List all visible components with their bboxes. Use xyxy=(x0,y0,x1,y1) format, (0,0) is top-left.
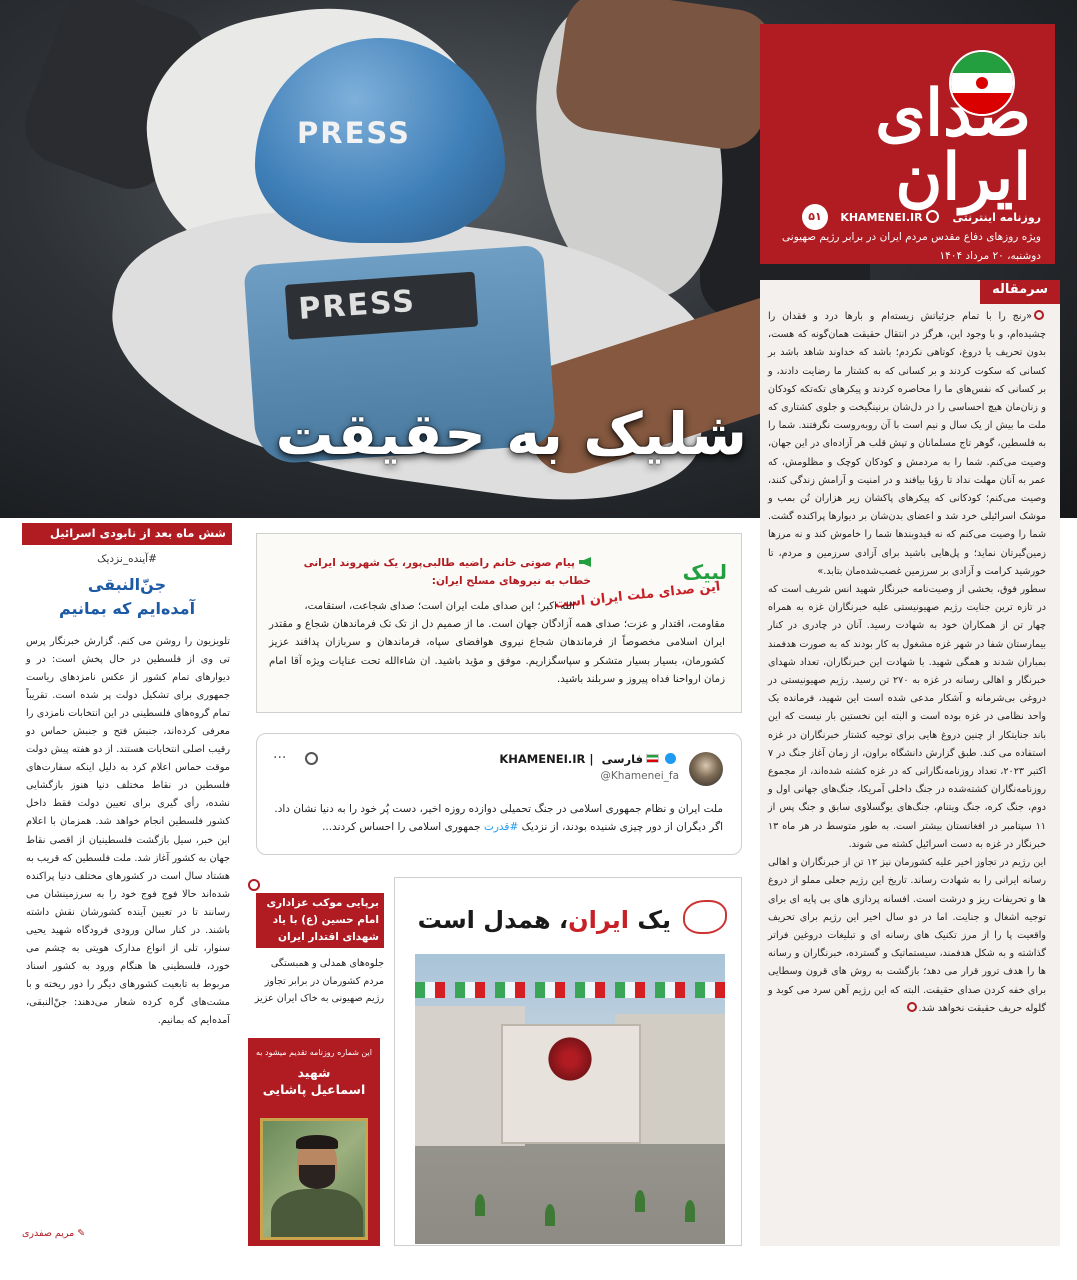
tweet-card[interactable] xyxy=(256,733,742,855)
plant-pot xyxy=(545,1204,555,1226)
poster-title: یک ایران، همدل است xyxy=(417,906,671,934)
tribute-dedication: این شماره روزنامه تقدیم میشود به xyxy=(256,1048,372,1057)
slogan-logo: لبیک این صدای ملت ایران است xyxy=(553,560,727,612)
main-headline: شلیک به حقیقت xyxy=(275,400,747,468)
quote-mark-icon xyxy=(1034,310,1044,320)
voice-message-body: الله اکبر؛ این صدای ملت ایران است؛ صدای شجاعت، استقامت، مقاومت، اقتدار و عزت؛ صدای همه آزادگان جهان است. ما از صمیم دل از تک تک فرماندهان شجاع و مقتدر ایران اسلامی مخصوصاً از فرماندهان شجاع نیروی هوافضای سپاه، فرماندهان و سربازان پدافند عزیز کشورمان، بسیار بسیار متشکر و سپاسگزاریم. موفق و مؤید باشید. ان شاءالله تحت عنایات ویژه آقا امام زمان ارواحنا فداه پیروز و سربلند باشید. xyxy=(269,601,725,685)
globe-icon xyxy=(926,210,939,223)
campaign-logo-icon xyxy=(683,900,727,934)
procession-photo xyxy=(415,954,725,1244)
procession-body: جلوه‌های همدلی و همبستگی مردم کشورمان در برابر تجاوز رژیم صهیونی به خاک ایران عزیز xyxy=(254,958,384,1004)
helmet-press-text: PRESS xyxy=(297,116,411,150)
author-byline: ✎ مریم صفدری xyxy=(22,1228,86,1239)
procession-tag: برپایی موکب عزاداری امام حسین (ع) با یاد شهدای اقتدار ایران xyxy=(256,893,384,948)
future-story-title: جنّ‌النبقی آمده‌ایم که بمانیم xyxy=(58,575,196,618)
masthead-date: دوشنبه، ۲۰ مرداد ۱۴۰۴ xyxy=(939,250,1041,262)
iran-flag-icon xyxy=(646,754,659,763)
verified-badge-icon xyxy=(665,753,676,764)
editorial-body xyxy=(768,308,1046,1018)
voice-message-box xyxy=(256,533,742,713)
unity-poster xyxy=(394,877,742,1246)
tweet-author-name[interactable]: KHAMENEI.IR | فارسی xyxy=(499,752,679,766)
issue-number: ۵۱ xyxy=(802,204,828,230)
vest-press-patch xyxy=(285,272,478,340)
newspaper-logo: صدای ایران xyxy=(875,76,1031,215)
masthead-type-row xyxy=(840,210,1041,224)
editorial-column xyxy=(760,280,1060,1246)
procession-note xyxy=(246,873,384,1013)
masthead xyxy=(760,24,1055,264)
grok-icon[interactable] xyxy=(305,752,318,765)
plant-pot xyxy=(635,1190,645,1212)
plant-pot xyxy=(475,1194,485,1216)
iran-emblem-icon xyxy=(545,1034,595,1084)
voice-message-heading: پیام صوتی خانم راضیه طالبی‌پور، یک شهروند ایرانی خطاب به نیروهای مسلح ایران: xyxy=(303,557,591,587)
camera-icon xyxy=(248,879,260,891)
type-label: روزنامه اینترنتی xyxy=(952,211,1041,224)
tweet-hashtag[interactable]: #قدرت xyxy=(483,821,519,833)
avatar[interactable] xyxy=(689,752,723,786)
speaker-icon xyxy=(579,557,591,567)
future-story-column xyxy=(22,523,232,1246)
plant-pot xyxy=(685,1200,695,1222)
future-story-body: تلویزیون را روشن می کنم. گزارش خبرنگار پرس تی وی از فلسطین در حال پخش است: در و دیوارهای تمام کشور از عکس نامزدهای ریاست جمهوری برای تشکیل دولت پر شده است. تقریباً تمام گروه‌های فلسطینی در این انتخابات نامزدی را معرفی کرده‌اند، جنبش فتح و جنبش حماس دو رقیب اصلی انتخابات هستند. از دو هفته پیش دولت موقت حماس اعلام کرد به دلیل اینکه سفارت‌های فلسطین در نقاط مختلف دنیا هنوز بازگشایی نشده، رأی گیری برای تعیین دولت فقط داخل کشور فلسطین انجام خواهد شد. همزمان با اعلام این خبر، سیل بازگشت فلسطینیان از اقصی نقاط جهان به کشور آغاز شد. ملت فلسطین که قریب به هشتاد سال است در کشورهای مختلف دنیا پراکنده شده‌اند حالا فوج فوج خود را به سرزمینشان می رسانند تا در تعیین آینده کشورشان نقش داشته باشند. در کنار سالن ورودی فرودگاه شهید یحیی سنوار، تلی از انواع مدارک هویتی به چشم می خورد، فلسطینی ها هنگام ورود به کشور اسناد مربوط به تابعیت کشورهای دیگر را دور ریخته و با مشت‌های گره کرده شعار می‌دهند: جنّ‌النبقی، آمده‌ایم که بمانیم. xyxy=(26,636,230,1026)
site-label[interactable]: KHAMENEI.IR xyxy=(840,211,938,224)
vest-press-text: PRESS xyxy=(297,283,417,327)
editorial-paragraph-2: سطور فوق، بخشی از وصیت‌نامه خبرنگار شهید انس شریف است که در تازه ترین جنایت رژیم صهیونیستی علیه خبرنگاران غزه به همراه چهار تن از همکاران خود به شهادت رسید. آنان در چادری در کنار بیمارستان شفا در شهر غزه مشغول به کار بودند که به صورت هدفمند بمباران شدند و همگی شهید. با شهادت این خبرنگاران، تعداد شهدای خبرنگار و اهالی رسانه در غزه به ۲۷۰ تن رسید. رژیم صهیونیستی در دروغی بی‌شرمانه و آشکار مدعی شده است این شهید، فرمانده یک واحد نظامی در غزه بوده است و البته این نخستین بار نیست که این باند جنایتکار از چنین دروغ هایی برای توجیه کشتار خبرنگاران در غزه استفاده می کند. طبق گزارش دانشگاه براون، از زمان آغاز جنگ در ۷ اکتبر ۲۰۲۳، تعداد روزنامه‌نگارانی که در غزه کشته شده‌اند، از مجموع روزنامه‌نگاران کشته‌شده در جنگ داخلی آمریکا، جنگ‌های جهانی اول و دوم، جنگ کره، جنگ ویتنام، جنگ‌های یوگسلاوی سابق و جنگ پس از ۱۱ سپتامبر در افغانستان بیشتر است. به طور متوسط در هر ماه ۱۳ خبرنگار در غزه به دست اسرائیل کشته می شوند. xyxy=(768,584,1046,850)
editorial-tag: سرمقاله xyxy=(980,280,1060,304)
masthead-subtitle: ویژه روزهای دفاع مقدس مردم ایران در برابر رژیم صهیونی xyxy=(782,231,1041,243)
editorial-paragraph-3: این رژیم در تجاوز اخیر علیه کشورمان نیز ۱۲ تن از خبرنگاران و اهالی رسانه ایرانی را به شهادت رساند. تاریخ این رژیم جعلی مملو از دروغ ها و تحریفات ریز و درشت است. افسانه پردازی های بی پایه ای برای توجیه اشغال و جنایت. اما در دو سال اخیر این رژیم برای تحریف واقعیت پا را از مرز تکنیک های رسانه ای و تبلیغات دروغین فراتر گذاشته و به شکل هدفمند، سیستماتیک و گسترده، خبرنگاران و رسانه ها را هدف ترور قرار می دهد؛ بازگشت به روش های قرون وسطایی برای خفه کردن صدای حقیقت. البته که این رژیم آهن سرد می کوبد و گلوله حریف حقیقت نخواهد شد. xyxy=(768,857,1047,1014)
end-mark-icon xyxy=(907,1002,917,1012)
tweet-text: ملت ایران و نظام جمهوری اسلامی در جنگ تحمیلی دوازده روزه اخیر، دست پُر خود را به دنیا نشان داد. اگر دیگران از دور چیزی شنیده بودند، از نزدیک #قدرت جمهوری اسلامی را احساس کردند... xyxy=(274,803,723,833)
martyr-name: شهید اسماعیل پاشایی xyxy=(262,1065,366,1097)
flag-bunting xyxy=(415,982,725,998)
tweet-handle[interactable]: @Khamenei_fa xyxy=(600,770,679,782)
future-hashtag[interactable]: #آینده_نزدیک xyxy=(97,553,157,565)
more-options-icon[interactable]: ··· xyxy=(273,750,287,766)
martyr-tribute xyxy=(248,1038,380,1246)
future-story-tag: شش ماه بعد از نابودی اسرائیل xyxy=(22,523,232,545)
martyr-portrait xyxy=(260,1118,368,1240)
editorial-paragraph-1: «رنج را با تمام جزئیاتش زیسته‌ام و بارها درد و فقدان را چشیده‌ام، و با وجود این، هرگز در انتقال حقیقت همان‌گونه که هست، بدون تحریف یا دروغ، کوتاهی نکردم؛ باشد که خداوند شاهد باشد بر کسانی که سکوت کردند و بر کسانی که به کشتار ما رضایت دادند، و بر کسانی که نفس‌های ما را محاصره کردند و پیکرهای تکه‌تکه کودکان و زنان‌مان هیچ احساسی را در دل‌شان برنینگیخت و جلوی کشتاری که ملت ما بیش از یک سال و نیم است با آن روبه‌روست نگرفتند. شما را به فلسطین، گوهر تاج مسلمانان و تپش قلب هر آزاده‌ای در این جهان، وصیت می‌کنم. شما را به مردمش و کودکان کوچک و مظلومش، که عمر به آنان مهلت نداد تا رؤیا بیافند و در امنیت و آرامش زندگی کنند، وصیت می‌کنم؛ کودکانی که پیکرهای پاکشان زیر هزاران تُن بمب و موشک اسرائیلی خرد شد و اعضای بدن‌شان بر دیوارها پراکنده گشت. شما را وصیت می‌کنم که نه قیدوبندها شما را خاموش کند و نه مرزها زمین‌گیرتان نماید؛ و پل‌هایی باشید برای آزادی سرزمین و مردم، تا خورشید کرامت و آزادی بر سرزمین غصب‌شده‌مان بتابد.» xyxy=(768,311,1046,577)
